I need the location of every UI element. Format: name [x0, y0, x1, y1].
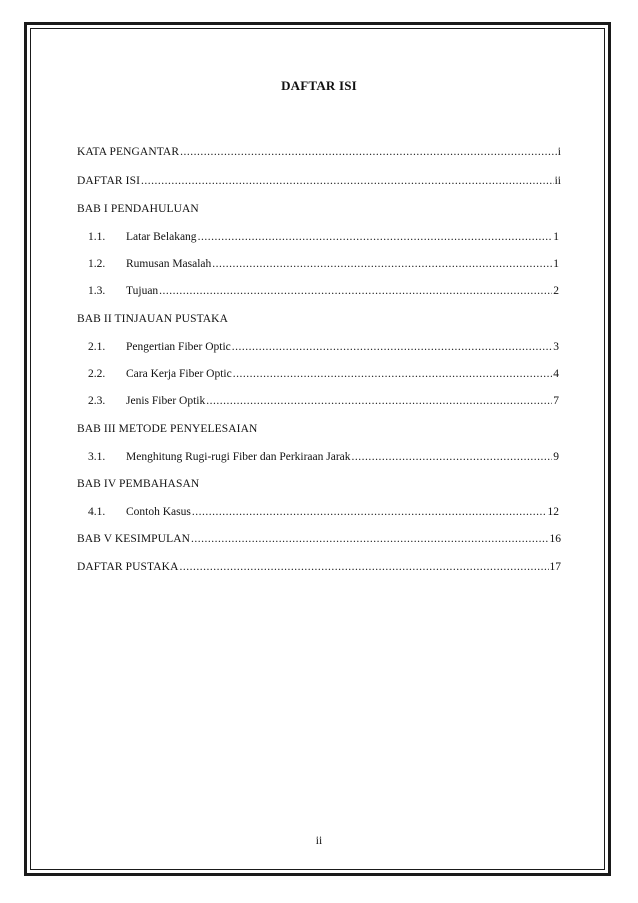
- toc-entry[interactable]: [77, 173, 561, 189]
- toc-entry-page: ii: [554, 175, 561, 187]
- page-title: DAFTAR ISI: [281, 78, 357, 93]
- toc-entry[interactable]: [88, 283, 559, 299]
- toc-entry-number: 1.1.: [88, 231, 106, 243]
- toc-entry[interactable]: [77, 144, 561, 160]
- toc-leader-dots: [180, 144, 557, 160]
- toc-entry-label: KATA PENGANTAR: [77, 146, 180, 158]
- toc-entry-label: Rumusan Masalah: [126, 258, 212, 270]
- toc-leader-dots: [192, 504, 547, 520]
- toc-entry-label: BAB IV PEMBAHASAN: [77, 478, 200, 490]
- toc-leader-dots: [232, 339, 552, 355]
- toc-entry-page: 17: [549, 561, 561, 573]
- toc-entry-number: 2.3.: [88, 395, 106, 407]
- toc-entry-number: 4.1.: [88, 506, 106, 518]
- toc-entry[interactable]: [88, 393, 559, 409]
- toc-entry-number: 1.2.: [88, 258, 106, 270]
- toc-entry[interactable]: [88, 229, 559, 245]
- toc-entry-label: BAB V KESIMPULAN: [77, 533, 191, 545]
- toc-entry[interactable]: [88, 504, 559, 520]
- toc-entry-label: Menghitung Rugi-rugi Fiber dan Perkiraan Jarak: [126, 451, 351, 463]
- toc-entry-label: Contoh Kasus: [126, 506, 191, 518]
- toc-entry-label: Tujuan: [126, 285, 159, 297]
- toc-chapter-heading: [77, 476, 561, 492]
- toc-chapter-heading: [77, 311, 561, 327]
- toc-entry-number: 2.1.: [88, 341, 106, 353]
- toc-entry-page: 3: [553, 341, 559, 353]
- toc-entry-label: BAB II TINJAUAN PUSTAKA: [77, 313, 228, 325]
- toc-entry-number: 2.2.: [88, 368, 106, 380]
- toc-entry-page: 9: [553, 451, 559, 463]
- toc-entry-label: BAB III METODE PENYELESAIAN: [77, 423, 258, 435]
- toc-entry[interactable]: [88, 449, 559, 465]
- toc-entry-page: 4: [553, 368, 559, 380]
- toc-entry[interactable]: [88, 339, 559, 355]
- toc-leader-dots: [191, 531, 548, 547]
- toc-entry-label: DAFTAR PUSTAKA: [77, 561, 179, 573]
- toc-entry-label: Jenis Fiber Optik: [126, 395, 206, 407]
- toc-leader-dots: [179, 559, 548, 575]
- toc-entry[interactable]: [77, 559, 561, 575]
- toc-leader-dots: [206, 393, 552, 409]
- toc-entry[interactable]: [88, 366, 559, 382]
- toc-leader-dots: [212, 256, 552, 272]
- toc-entry-label: Pengertian Fiber Optic: [126, 341, 231, 353]
- toc-entry-page: 2: [553, 285, 559, 297]
- toc-chapter-heading: [77, 201, 561, 217]
- toc-entry-label: Cara Kerja Fiber Optic: [126, 368, 232, 380]
- toc-leader-dots: [352, 449, 553, 465]
- toc-leader-dots: [198, 229, 553, 245]
- toc-chapter-heading: [77, 421, 561, 437]
- toc-entry-label: Latar Belakang: [126, 231, 197, 243]
- toc-entry-page: 7: [553, 395, 559, 407]
- toc-entry-number: 1.3.: [88, 285, 106, 297]
- toc-leader-dots: [233, 366, 553, 382]
- toc-entry-page: 12: [547, 506, 559, 518]
- toc-leader-dots: [159, 283, 552, 299]
- toc-entry-page: 16: [549, 533, 561, 545]
- toc-entry[interactable]: [77, 531, 561, 547]
- toc-entry-page: 1: [553, 258, 559, 270]
- toc-entry-number: 3.1.: [88, 451, 106, 463]
- toc-entry-page: i: [557, 146, 561, 158]
- toc-entry[interactable]: [88, 256, 559, 272]
- toc-entry-page: 1: [553, 231, 559, 243]
- toc-entry-label: DAFTAR ISI: [77, 175, 141, 187]
- toc-entry-label: BAB I PENDAHULUAN: [77, 203, 199, 215]
- page-number: ii: [315, 835, 323, 847]
- toc-leader-dots: [141, 173, 554, 189]
